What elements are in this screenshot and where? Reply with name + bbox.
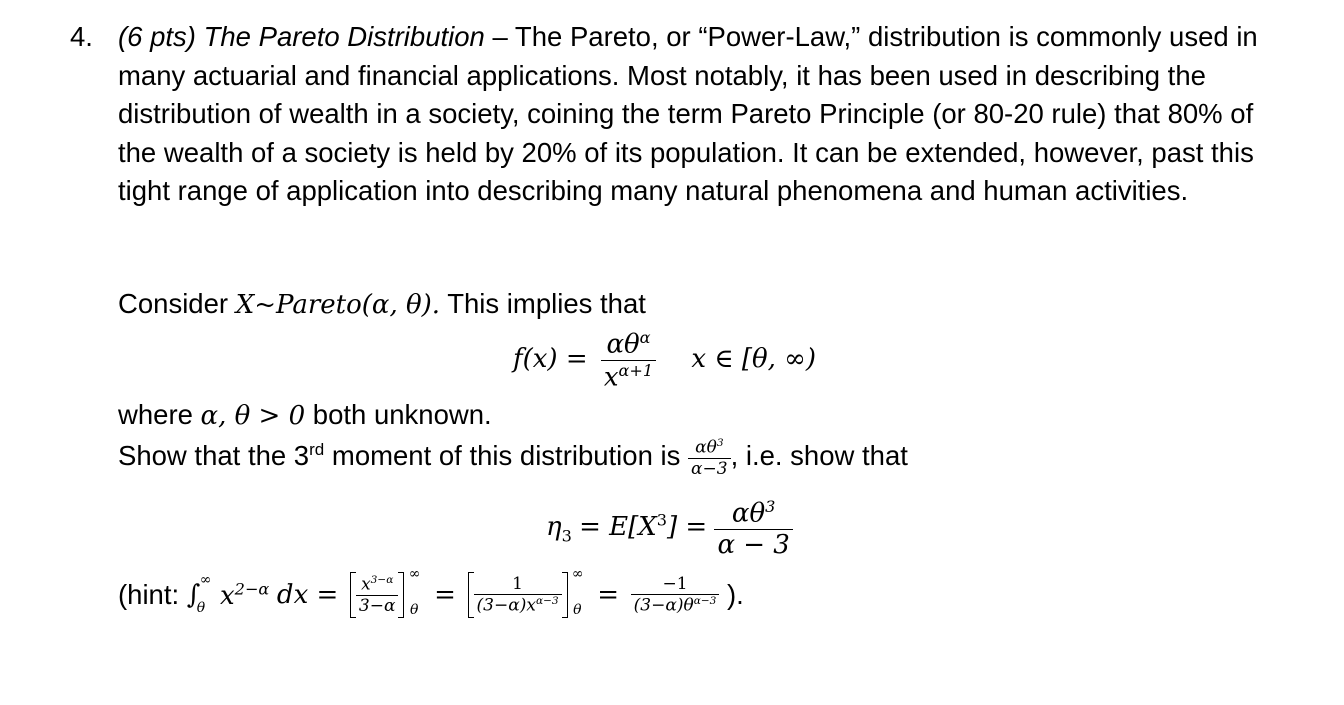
pdf-denominator-exp: α+1 xyxy=(618,360,654,380)
moment-equation xyxy=(546,497,793,560)
hint-fraction-3: $\frac{-1}{(3-\alpha)\theta^{\alpha-3}}$ xyxy=(631,574,720,616)
moment-fraction-num-exp: 3 xyxy=(765,497,776,516)
hint-open: (hint: xyxy=(118,579,180,610)
show-suffix: i.e. show that xyxy=(745,440,908,472)
pdf-support: x ∈ [θ, ∞) xyxy=(691,344,816,375)
hint-eq-2: = xyxy=(434,580,456,610)
hint-evaluated-bracket-2 xyxy=(468,566,584,618)
show-fraction-num-exp: 3 xyxy=(716,437,724,449)
show-prefix: Show that the 3 xyxy=(118,440,310,472)
distribution-notation: X~Pareto(α, θ). xyxy=(235,290,441,320)
moment-fraction-num: αθ xyxy=(731,498,766,529)
problem-intro-paragraph xyxy=(118,18,1280,211)
moment-lhs-sub: 3 xyxy=(561,526,572,546)
integrand-exponent: 2−α xyxy=(234,579,270,599)
title-dash: – xyxy=(492,21,508,52)
hint-fraction-2: $\frac{1}{(3-\alpha)x^{\alpha-3}}$ xyxy=(474,574,562,616)
hint-close: ). xyxy=(727,579,744,610)
problem-intro-text: The Pareto, or “Power-Law,” distribution is commonly used in many actuarial and financial applications. Most notably, it has been used in describing the distribution of wealth in a society, coining the term Pareto Principle (or 80-20 rule) that 80% of the wealth of a society is held by 20% of its population. It can be extended, however, past this tight range of application into describing many natural phenomena and human activities. xyxy=(118,21,1258,207)
moment-mid-end: ] = xyxy=(667,512,708,543)
consider-line xyxy=(118,288,646,320)
problem-number: 4. xyxy=(70,21,93,52)
moment-mid-exp: 3 xyxy=(656,510,667,530)
show-comma: , xyxy=(730,440,739,472)
hint-integrand: $x^{2-\alpha}$ xyxy=(219,579,270,611)
show-fraction-num: αθ xyxy=(695,437,717,458)
consider-prefix: Consider xyxy=(118,288,229,319)
where-vars: α, θ > 0 xyxy=(200,401,306,431)
moment-fraction-den: α − 3 xyxy=(714,529,792,560)
pdf-fraction xyxy=(601,328,656,392)
integral-lower-limit: θ xyxy=(196,600,206,616)
show-fraction xyxy=(688,437,731,479)
pdf-denominator: x xyxy=(603,362,619,393)
problem-statement xyxy=(70,18,1280,211)
show-middle: moment of this distribution is xyxy=(331,440,681,472)
bracket-1-upper: ∞ xyxy=(408,566,421,582)
hint-eq-3: = xyxy=(597,580,620,610)
hint-line xyxy=(118,566,744,618)
pdf-numerator: αθ xyxy=(606,329,640,360)
hint-dx: dx = xyxy=(276,580,339,610)
problem-title: The Pareto Distribution xyxy=(203,21,485,52)
integral-symbol: ∫ xyxy=(186,580,201,610)
bracket-2-upper: ∞ xyxy=(571,566,584,582)
problem-points: (6 pts) xyxy=(118,21,196,52)
right-bracket xyxy=(562,572,568,618)
moment-lhs: η xyxy=(546,512,562,543)
bracket-2-lower: θ xyxy=(573,602,582,618)
integral-upper-limit: ∞ xyxy=(199,572,212,588)
pdf-equation xyxy=(513,328,816,392)
show-line xyxy=(118,437,908,479)
pdf-numerator-exp: α xyxy=(639,328,651,347)
where-suffix: both unknown. xyxy=(312,399,492,430)
hint-fraction-1: $\frac{x^{3-\alpha}}{3-\alpha}$ xyxy=(356,574,399,616)
pdf-lhs: f(x) = xyxy=(513,344,588,375)
consider-suffix: This implies that xyxy=(447,288,646,319)
moment-fraction xyxy=(714,497,792,560)
show-fraction-den: α−3 xyxy=(688,458,731,479)
hint-integral xyxy=(186,572,212,616)
right-bracket xyxy=(398,572,404,618)
where-line xyxy=(118,399,492,431)
bracket-1-lower: θ xyxy=(410,602,419,618)
where-prefix: where xyxy=(118,399,193,430)
show-ordinal: rd xyxy=(309,439,325,459)
moment-mid: = E[X xyxy=(579,512,657,543)
hint-evaluated-bracket-1 xyxy=(350,566,421,618)
